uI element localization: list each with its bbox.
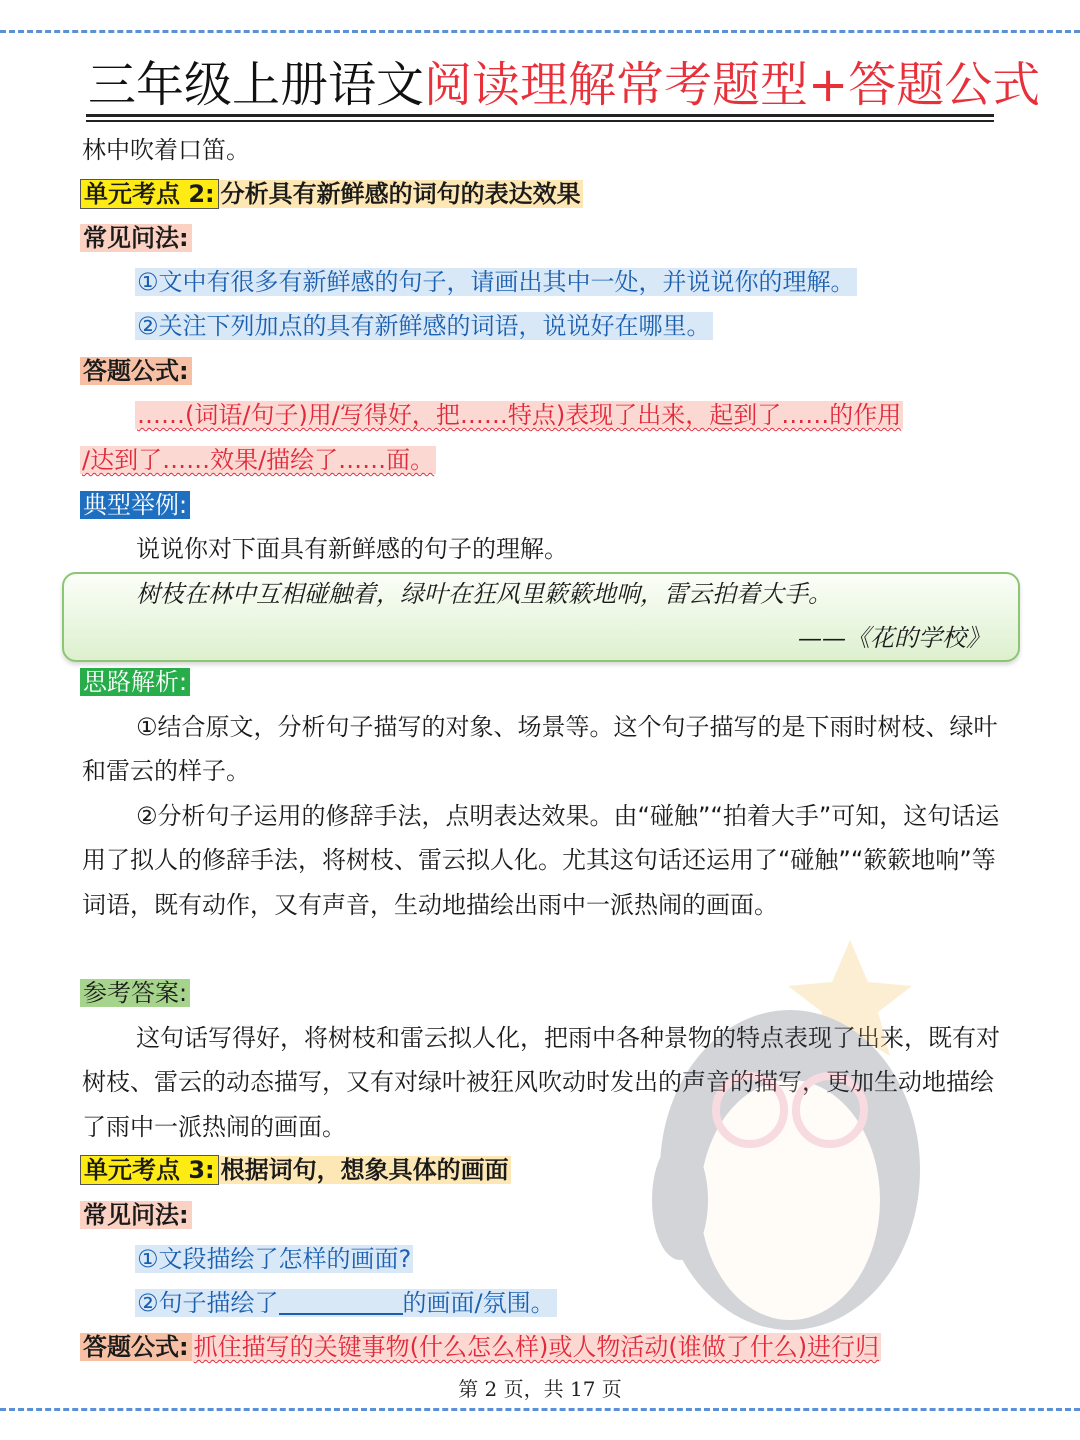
unit2-question-1: ①文中有很多有新鲜感的句子，请画出其中一处，并说说你的理解。 [137,268,855,296]
unit2-formula-line-2-row [80,440,436,480]
unit3-formula-label: 答题公式: [80,1333,192,1361]
unit2-formula-line-1-row [135,395,903,435]
quote-text: 树枝在林中互相碰触着，绿叶在狂风里簌簌地响，雷云拍着大手。 [136,580,832,608]
penguin-mascot-watermark [620,920,960,1340]
unit3-formula-text: 抓住描写的关键事物(什么怎么样)或人物活动(谁做了什么)进行归 [193,1333,880,1361]
unit2-analysis-label-row [80,662,190,702]
unit2-analysis-paragraph-2: ②分析句子运用的修辞手法，点明表达效果。由“碰触”“拍着大手”可知，这句话运用了拟人的修辞手法，将树枝、雷云拟人化。尤其这句话还运用了“碰触”“簌簌地响”等词语，既有动作，又有声音，生动地描绘出雨中一派热闹的画面。 [82,802,1000,919]
unit3-question-2-row [135,1283,557,1323]
unit2-example-label: 典型举例: [80,491,190,519]
unit2-question-label-row [80,218,192,258]
answer-blank [279,1285,403,1315]
bottom-dashed-border [0,1408,1080,1411]
unit3-question-label: 常见问法: [80,1201,192,1229]
unit2-answer-paragraph: 这句话写得好，将树枝和雷云拟人化，把雨中各种景物的特点表现了出来，既有对树枝、雷云的动态描写，又有对绿叶被狂风吹动时发出的声音的描写，更加生动地描绘了雨中一派热闹的画面。 [82,1024,1000,1141]
page-title [88,56,1041,114]
unit2-question-label: 常见问法: [80,224,192,252]
unit2-analysis-label: 思路解析: [80,668,190,696]
unit2-question-2: ②关注下列加点的具有新鲜感的词语，说说好在哪里。 [137,312,711,340]
unit3-question-2 [135,1289,557,1317]
unit2-heading: 分析具有新鲜感的词句的表达效果 [220,180,581,208]
unit2-question-2-row [135,306,713,346]
title-underline [86,114,994,117]
unit3-question-label-row [80,1195,192,1235]
unit2-answer-label-row [80,973,190,1013]
title-red-part: 阅读理解常考题型+答题公式 [424,57,1041,113]
unit3-heading: 根据词句，想象具体的画面 [220,1156,509,1184]
unit3-question-2-before: ②句子描绘了 [137,1289,279,1317]
unit2-header [80,174,583,214]
unit2-formula-line-1: ……(词语/句子)用/写得好，把……特点)表现了出来，起到了……的作用 [137,401,902,429]
unit2-answer-label: 参考答案: [80,979,190,1007]
unit3-question-1-row [135,1239,413,1279]
unit2-analysis-paragraph-1: ①结合原文，分析句子描写的对象、场景等。这个句子描写的是下雨时树枝、绿叶和雷云的样子。 [82,713,998,786]
unit3-question-1: ①文段描绘了怎样的画面? [137,1245,412,1273]
unit2-example-label-row [80,485,190,525]
intro-line: 林中吹着口笛。 [82,136,250,164]
unit2-formula-line-2: /达到了……效果/描绘了……面。 [82,446,435,474]
unit3-tag: 单元考点 3: [80,1155,219,1185]
top-dashed-border [0,30,1080,33]
unit2-question-1-row [135,262,857,302]
unit3-question-2-after: 的画面/氛围。 [402,1289,555,1317]
title-black-part: 三年级上册语文 [88,57,425,113]
unit3-header [80,1150,511,1190]
unit2-example-prompt: 说说你对下面具有新鲜感的句子的理解。 [136,535,568,563]
title-underline-second [86,120,994,122]
page-footer: 第 2 页，共 17 页 [458,1377,622,1401]
unit2-formula-label-row [80,351,192,391]
unit2-tag: 单元考点 2: [80,179,219,209]
quote-source: ——《花的学校》 [798,624,990,652]
unit2-formula-label: 答题公式: [80,357,192,385]
